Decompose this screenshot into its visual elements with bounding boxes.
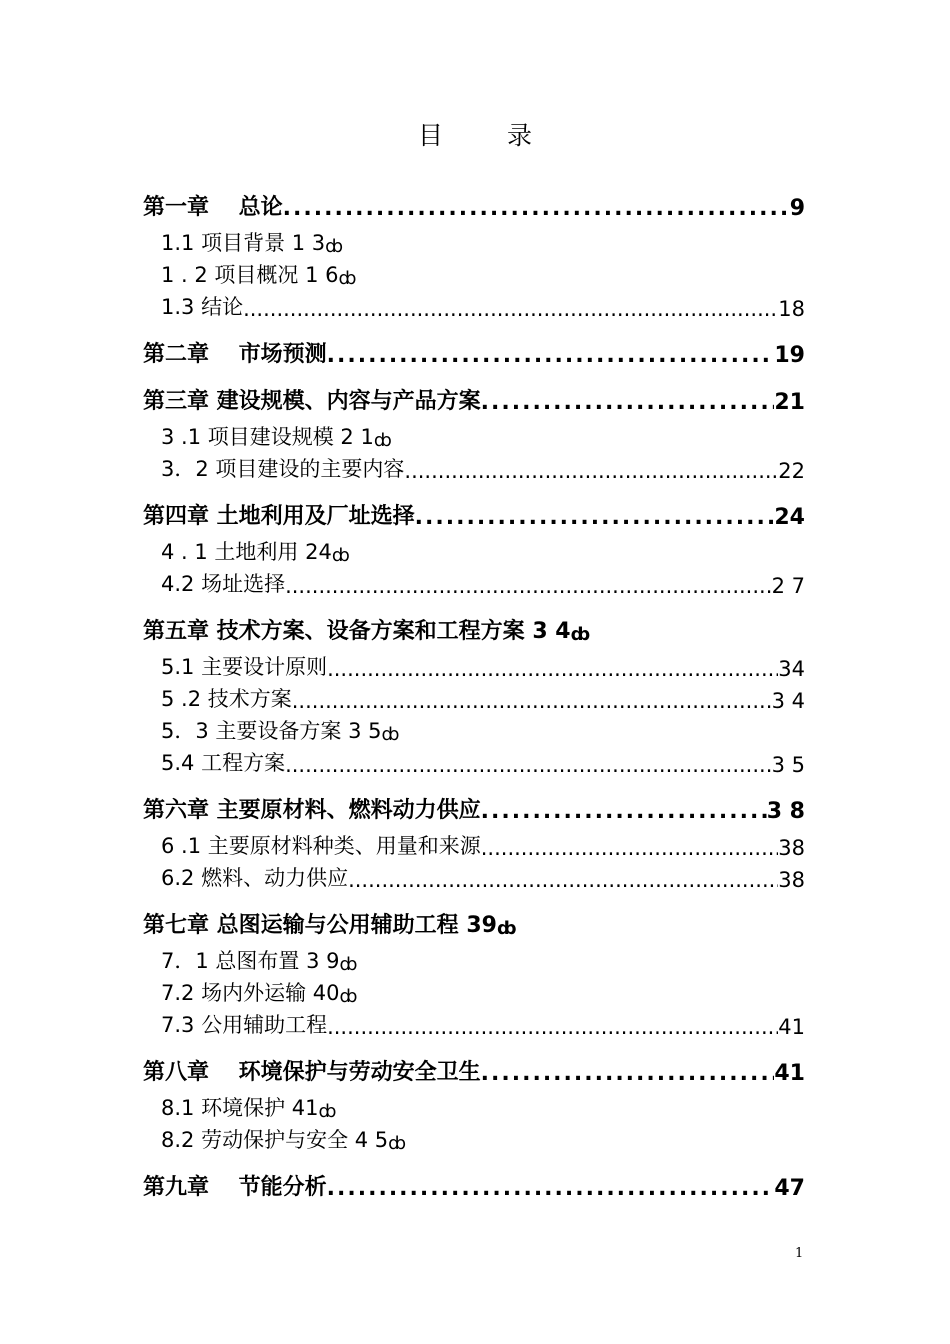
toc-entry-title: 第二章 市场预测 (143, 342, 327, 367)
toc-entry-mark: ȸ (339, 986, 358, 1007)
toc-leader-dots (481, 836, 779, 860)
toc-entry-title: 第六章 主要原材料、燃料动力供应 (143, 798, 481, 823)
toc-leader-dots (327, 1176, 775, 1201)
toc-entry-title: 7.3 公用辅助工程 (161, 1013, 328, 1037)
toc-entry-title: 第一章 总论 (143, 195, 283, 220)
toc-leader-dots (285, 574, 772, 598)
toc-chapter-entry[interactable] (143, 604, 805, 645)
toc-entry-title: 6.2 燃料、动力供应 (161, 866, 349, 890)
toc-leader-dots (481, 390, 775, 415)
toc-leader-dots (327, 1015, 778, 1039)
toc-entry-title: 8.1 环境保护 41 (161, 1096, 319, 1120)
toc-chapter-entry[interactable] (143, 374, 805, 415)
toc-entry-title: 1 . 2 项目概况 1 6 (161, 263, 339, 287)
toc-entry-page: 18 (778, 297, 805, 321)
toc-leader-dots (481, 1061, 775, 1086)
toc-section-entry[interactable] (143, 681, 805, 713)
toc-entry-mark: ȸ (373, 430, 392, 451)
toc-entry-page: 38 (778, 868, 805, 892)
toc-entry-title: 1.3 结论 (161, 295, 244, 319)
toc-entry-page: 3 4 (771, 689, 805, 713)
toc-entry-title: 第七章 总图运输与公用辅助工程 39 (143, 913, 497, 938)
toc-entry-title: 5．3 主要设备方案 3 5 (161, 719, 382, 743)
toc-entry-title: 1.1 项目背景 1 3 (161, 231, 326, 255)
toc-entry-mark: ȸ (496, 918, 517, 939)
toc-entry-page: 34 (778, 657, 805, 681)
toc-chapter-entry[interactable] (143, 327, 805, 368)
toc-entry-mark: ȸ (570, 624, 591, 645)
toc-entry-page: 9 (789, 196, 805, 221)
toc-entry-page: 22 (778, 459, 805, 483)
toc-leader-dots (415, 505, 775, 530)
toc-entry-page: 38 (778, 836, 805, 860)
toc-entry-page: 24 (774, 505, 805, 530)
toc-section-entry[interactable] (143, 713, 805, 745)
toc-section-entry[interactable] (143, 451, 805, 483)
toc-entry-mark: ȸ (388, 1133, 407, 1154)
toc-entry-mark: ȸ (381, 724, 400, 745)
toc-entry-page: 21 (774, 390, 805, 415)
toc-section-entry[interactable] (143, 1007, 805, 1039)
toc-entry-title: 5.1 主要设计原则 (161, 655, 328, 679)
toc-entry-mark: ȸ (339, 954, 358, 975)
toc-leader-dots (327, 657, 778, 681)
toc-chapter-entry[interactable] (143, 898, 805, 939)
toc-leader-dots (285, 753, 772, 777)
toc-chapter-entry[interactable] (143, 180, 805, 221)
toc-leader-dots (243, 297, 778, 321)
toc-section-entry[interactable] (143, 419, 805, 451)
toc-entry-page: 3 5 (771, 753, 805, 777)
toc-section-entry[interactable] (143, 225, 805, 257)
toc-leader-dots (283, 196, 790, 221)
toc-entry-page: 47 (774, 1176, 805, 1201)
toc-leader-dots (348, 868, 778, 892)
toc-section-entry[interactable] (143, 943, 805, 975)
toc-leader-dots (404, 459, 778, 483)
toc-entry-page: 41 (774, 1061, 805, 1086)
toc-leader-dots (481, 799, 767, 824)
toc-entry-title: 4 . 1 土地利用 24 (161, 540, 332, 564)
toc-section-entry[interactable] (143, 745, 805, 777)
toc-section-entry[interactable] (143, 534, 805, 566)
toc-entry-page: 2 7 (771, 574, 805, 598)
toc-entry-mark: ȸ (331, 545, 350, 566)
toc-entry-title: 5 .2 技术方案 (161, 687, 292, 711)
toc-entry-title: 3 .1 项目建设规模 2 1 (161, 425, 374, 449)
toc-section-entry[interactable] (143, 257, 805, 289)
toc-entry-page: 41 (778, 1015, 805, 1039)
toc-entry-title: 5.4 工程方案 (161, 751, 286, 775)
toc-entry-page: 3 8 (766, 799, 805, 824)
toc-entry-title: 第五章 技术方案、设备方案和工程方案 3 4 (143, 619, 571, 644)
toc-entry-page: 19 (774, 343, 805, 368)
toc-section-entry[interactable] (143, 649, 805, 681)
toc-chapter-entry[interactable] (143, 489, 805, 530)
toc-section-entry[interactable] (143, 289, 805, 321)
page-title: 目 录 (418, 121, 560, 150)
toc-section-entry[interactable] (143, 860, 805, 892)
toc-leader-dots (327, 343, 775, 368)
toc-section-entry[interactable] (143, 1090, 805, 1122)
toc-entry-title: 6 .1 主要原材料种类、用量和来源 (161, 834, 481, 858)
page-number: 1 (795, 1246, 804, 1261)
toc-entry-mark: ȸ (338, 268, 357, 289)
table-of-contents (143, 180, 805, 1201)
toc-entry-title: 7．1 总图布置 3 9 (161, 949, 340, 973)
toc-chapter-entry[interactable] (143, 1160, 805, 1201)
toc-entry-title: 第九章 节能分析 (143, 1175, 327, 1200)
toc-section-entry[interactable] (143, 566, 805, 598)
toc-chapter-entry[interactable] (143, 1045, 805, 1086)
toc-entry-title: 第四章 土地利用及厂址选择 (143, 504, 415, 529)
toc-entry-mark: ȸ (318, 1101, 337, 1122)
toc-section-entry[interactable] (143, 1122, 805, 1154)
toc-chapter-entry[interactable] (143, 783, 805, 824)
toc-section-entry[interactable] (143, 828, 805, 860)
toc-entry-title: 第八章 环境保护与劳动安全卫生 (143, 1060, 481, 1085)
toc-leader-dots (292, 689, 772, 713)
toc-entry-title: 3．2 项目建设的主要内容 (161, 457, 405, 481)
toc-entry-title: 7.2 场内外运输 40 (161, 981, 340, 1005)
toc-entry-title: 第三章 建设规模、内容与产品方案 (143, 389, 481, 414)
toc-entry-title: 4.2 场址选择 (161, 572, 286, 596)
toc-entry-title: 8.2 劳动保护与安全 4 5 (161, 1128, 389, 1152)
toc-entry-mark: ȸ (325, 236, 344, 257)
toc-section-entry[interactable] (143, 975, 805, 1007)
